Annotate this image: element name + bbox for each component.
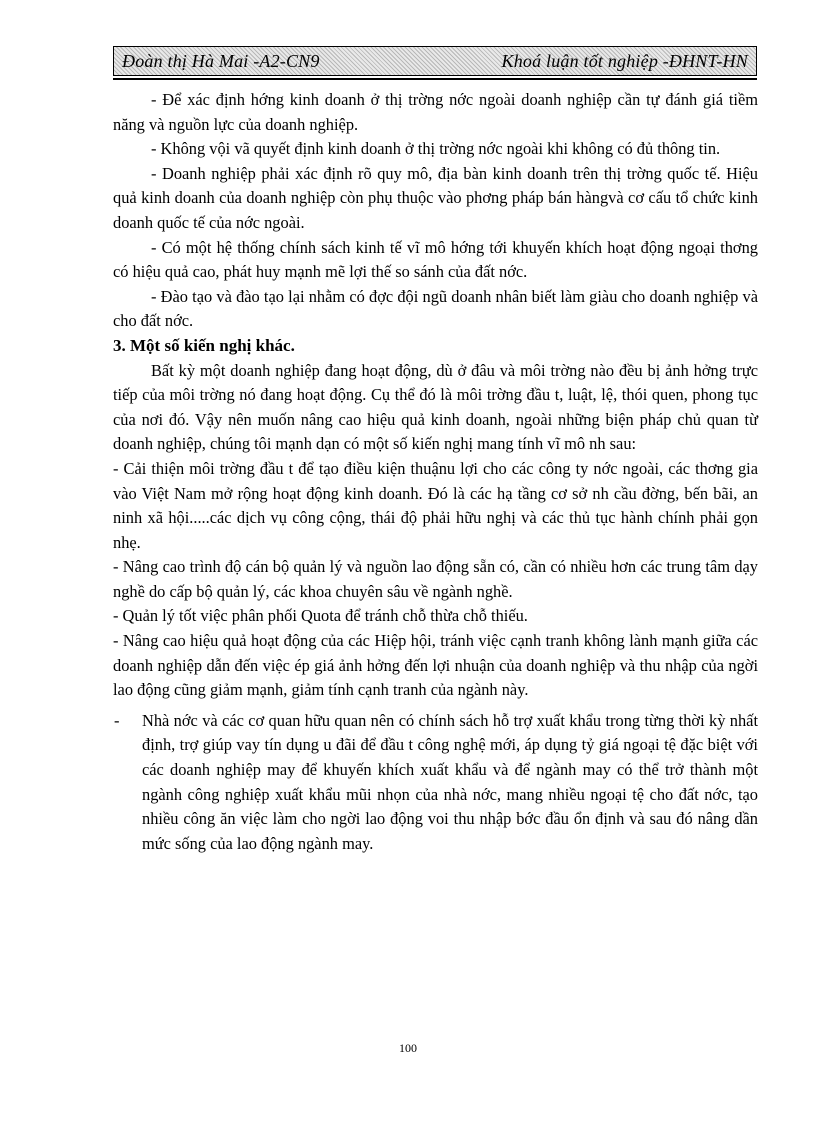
paragraph: - Để xác định hớng kinh doanh ở thị trờng nớc ngoài doanh nghiệp cần tự đánh giá tiềm năng và nguồn lực của doanh nghiệp. [113,90,758,134]
bullet-list [113,709,758,857]
bullet-text: Nhà nớc và các cơ quan hữu quan nên có chính sách hỗ trợ xuất khẩu trong từng thời kỳ nhất định, trợ giúp vay tín dụng u đãi để đầu t công nghệ mới, áp dụng tỷ giá ngoại tệ đặc biệt với các doanh nghiệp may để khuyến khích xuất khẩu và để ngành may có thể trở thành một ngành công nghiệp xuất khẩu mũi nhọn của nhà nớc, mang nhiều ngoại tệ cho đất nớc, tạo nhiều công ăn việc làm cho ngời lao động voi thu nhập bớc đầu ổn định và sau đó nâng dần mức sống của lao động ngành may. [142,710,758,853]
page-header [113,46,757,76]
recommendation-item: - Cải thiện môi trờng đầu t để tạo điều kiện thuậnu lợi cho các công ty nớc ngoài, các thơng gia vào Việt Nam mở rộng hoạt động kinh doanh. Đó là các hạ tầng cơ sở nh cầu đờng, bến bãi, an ninh xã hội.....các dịch vụ công cộng, thái độ phải hữu nghị và các thủ tục hành chính phải gọn nhẹ. [113,458,758,552]
section-heading: 3. Một số kiến nghị khác. [113,335,295,355]
dash-bullet-marker: - [114,710,120,730]
bullet-item [113,709,758,857]
recommendation-item: - Quản lý tốt việc phân phối Quota để tránh chỗ thừa chỗ thiếu. [113,606,528,626]
section-intro: Bất kỳ một doanh nghiệp đang hoạt động, dù ở đâu và môi trờng nào đều bị ảnh hởng trực tiếp của môi trờng nó đang hoạt động. Cụ thể đó là môi trờng đầu t, luật, lệ, thói quen, phong tục của nơi đó. Vậy nên muốn nâng cao hiệu quả kinh doanh, ngoài những biện pháp chủ quan từ doanh nghiệp, chúng tôi mạnh dạn có một số kiến nghị mang tính vĩ mô nh sau: [113,360,758,454]
header-author: Đoàn thị Hà Mai -A2-CN9 [122,50,320,71]
page-number: 100 [399,1041,417,1055]
header-rule [113,78,757,80]
recommendation-item: - Nâng cao trình độ cán bộ quản lý và nguồn lao động sẵn có, cần có nhiều hơn các trung tâm dạy nghề do cấp bộ quản lý, các khoa chuyên sâu về ngành nghề. [113,557,758,601]
paragraph: - Doanh nghiệp phải xác định rõ quy mô, địa bàn kinh doanh trên thị trờng quốc tế. Hiệu quả kinh doanh của doanh nghiệp còn phụ thuộc vào phơng pháp bán hàngvà cơ cấu tổ chức kinh doanh quốc tế của nớc ngoài. [113,163,758,232]
paragraph: - Không vội vã quyết định kinh doanh ở thị trờng nớc ngoài khi không có đủ thông tin. [151,139,721,159]
paragraph: - Đào tạo và đào tạo lại nhằm có đợc đội ngũ doanh nhân biết làm giàu cho doanh nghiệp và cho đất nớc. [113,286,758,331]
paragraph: - Có một hệ thống chính sách kinh tế vĩ mô hớng tới khuyến khích hoạt động ngoại thơng có hiệu quả cao, phát huy mạnh mẽ lợi thế so sánh của đất nớc. [113,237,758,282]
header-thesis-title: Khoá luận tốt nghiệp -ĐHNT-HN [501,50,748,71]
recommendation-item: - Nâng cao hiệu quả hoạt động của các Hiệp hội, tránh việc cạnh tranh không lành mạnh giữa các doanh nghiệp dẫn đến việc ép giá ảnh hởng đến lợi nhuận của doanh nghiệp và thu nhập của ngời lao động cũng giảm mạnh, giảm tính cạnh tranh của ngành này. [113,631,758,700]
page-body [113,88,758,856]
